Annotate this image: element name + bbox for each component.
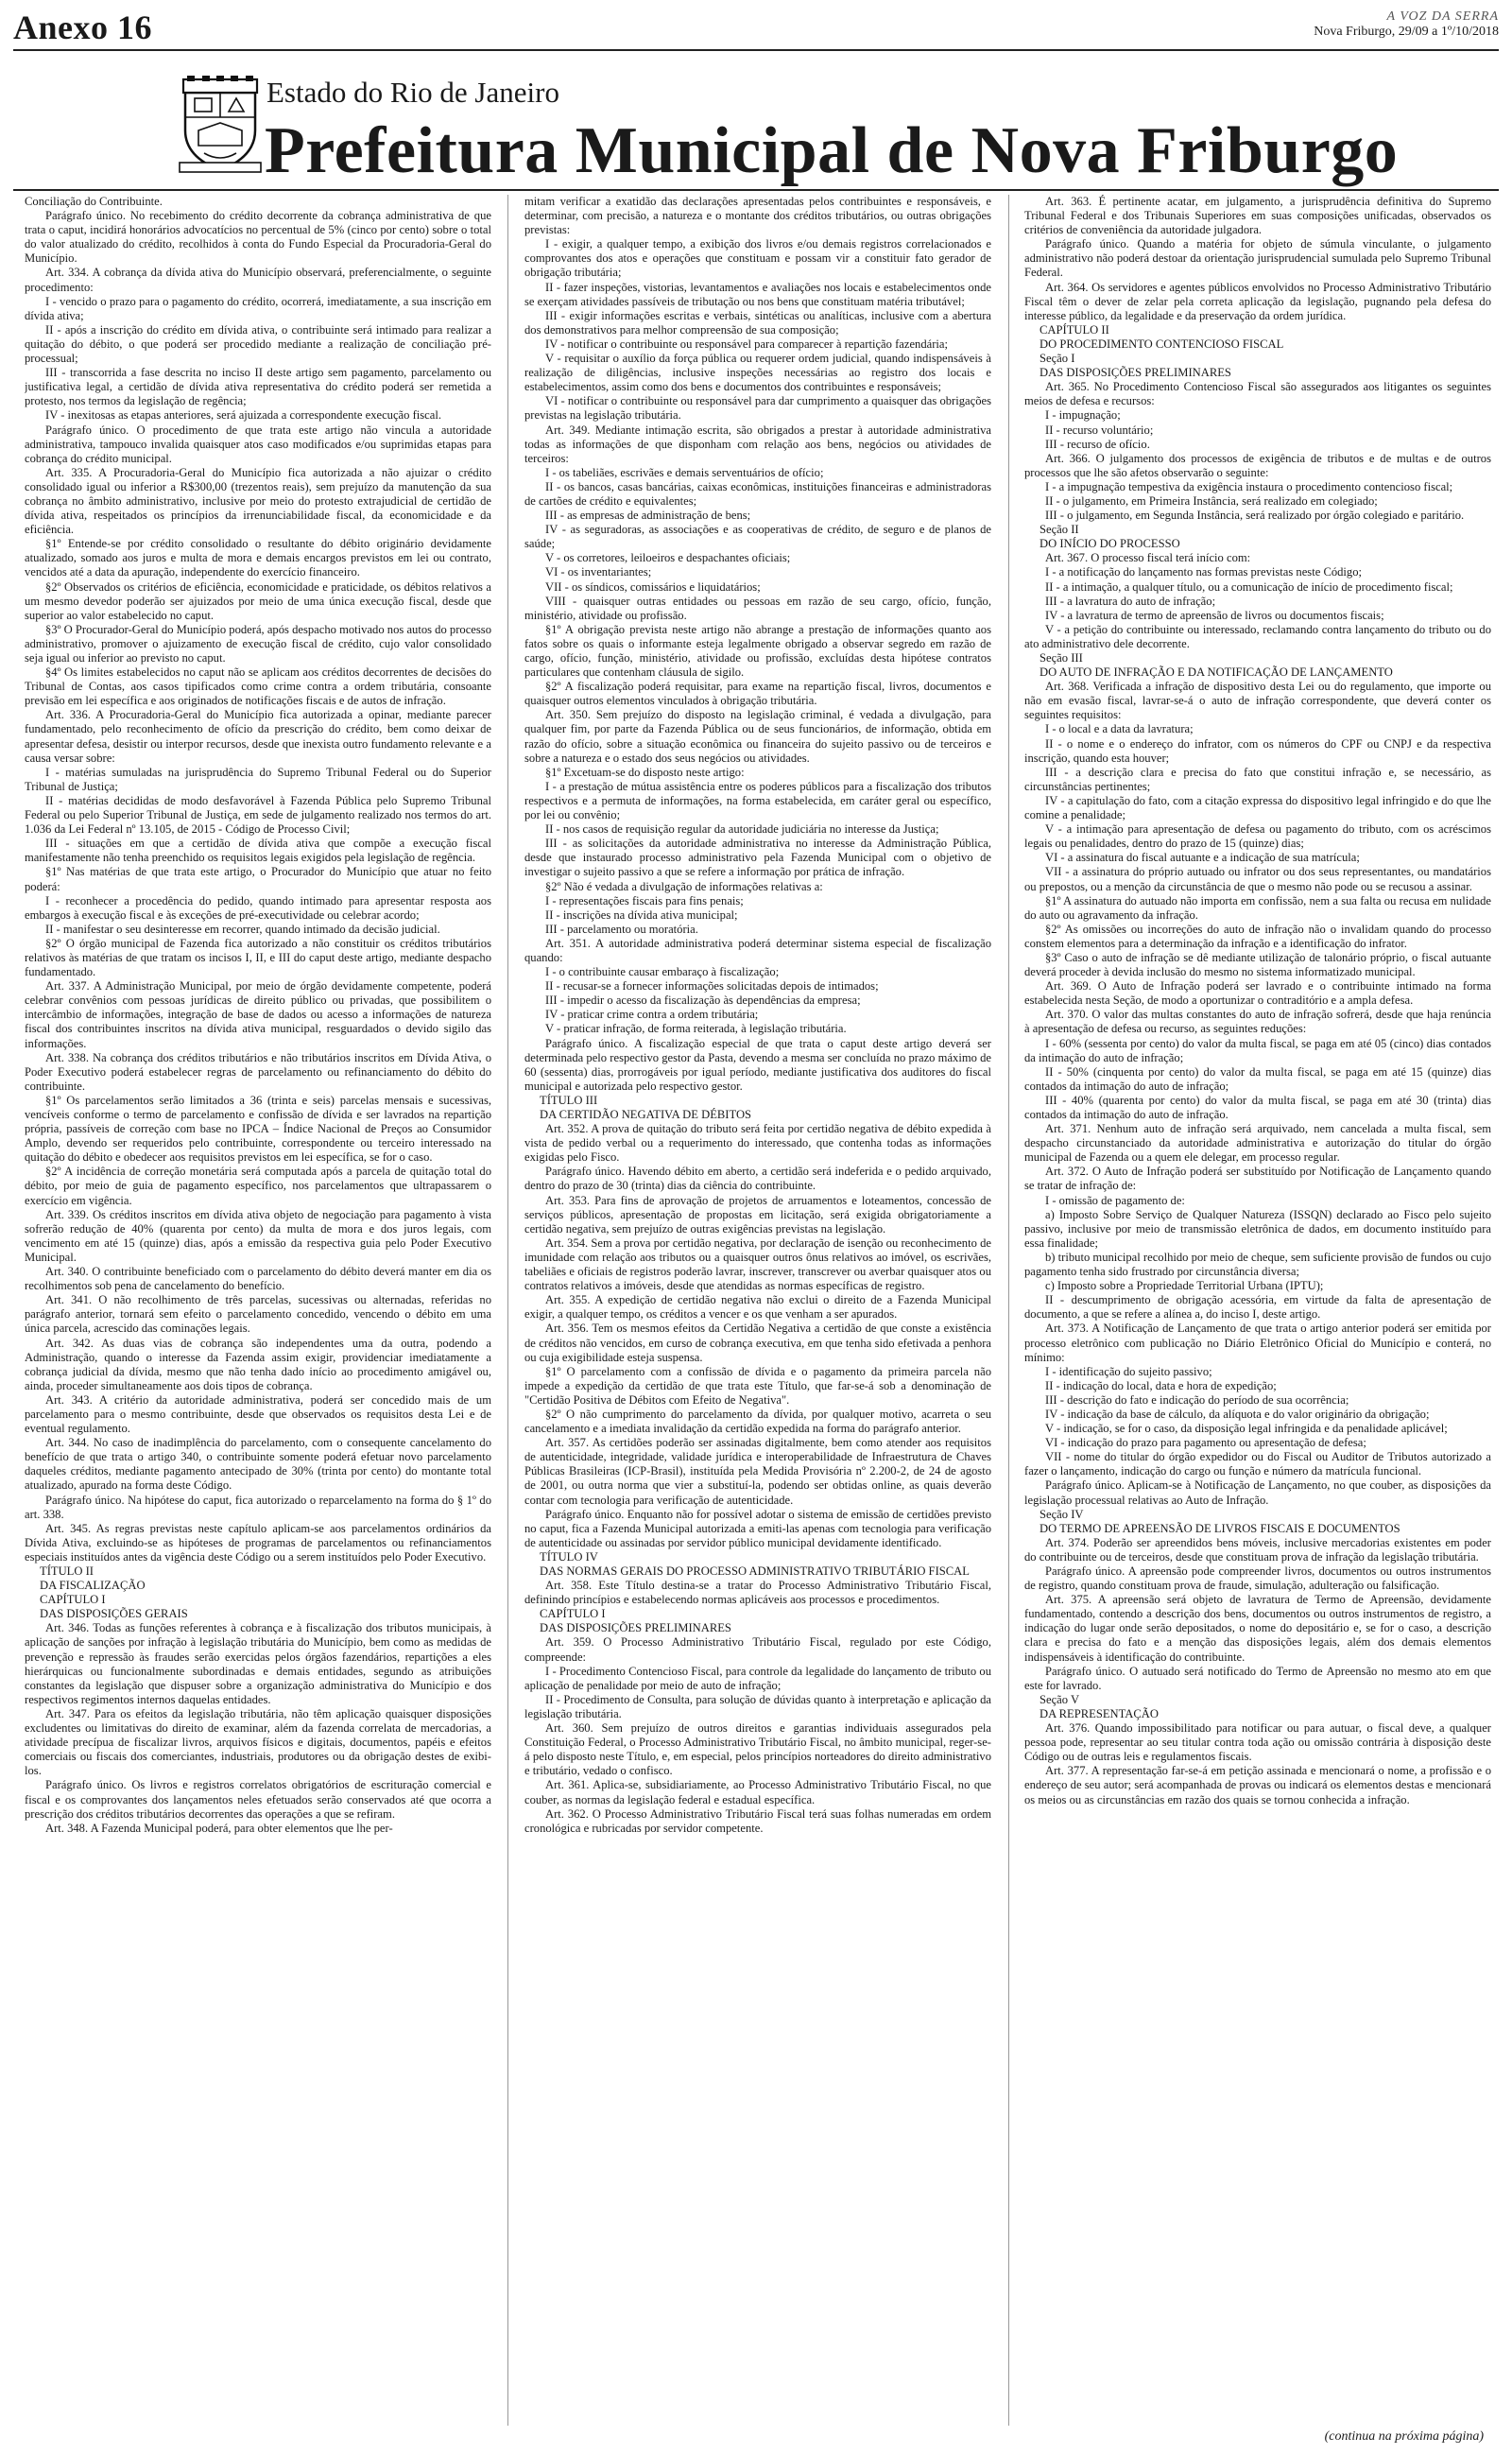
paragraph: I - matérias sumuladas na jurisprudência do Supremo Tribunal Federal ou do Superior Tribunal de Justiça; bbox=[25, 765, 491, 793]
paragraph: VII - nome do titular do órgão expedidor ou do Fiscal ou Auditor de Tributos autorizado a fazer o lançamento, indicação do cargo ou função e número da matrícula funcional. bbox=[1024, 1450, 1491, 1478]
annex-label: Anexo 16 bbox=[13, 9, 152, 46]
paragraph: I - a impugnação tempestiva da exigência instaura o procedimento contencioso fiscal; bbox=[1045, 479, 1453, 493]
paragraph: Art. 345. As regras previstas neste capítulo aplicam-se aos parcelamentos ordinários da Dívida Ativa, excluindo-se as hipóteses de programas de parcelamentos ou refinanciamentos especiais instituídos antes da vigência deste Código ou a serem instituídos pelo Poder Executivo. bbox=[25, 1521, 491, 1564]
section-heading: DA CERTIDÃO NEGATIVA DE DÉBITOS bbox=[540, 1108, 752, 1121]
paragraph: Art. 348. A Fazenda Municipal poderá, para obter elementos que lhe per- bbox=[45, 1821, 393, 1835]
paragraph: Parágrafo único. Aplicam-se à Notificação de Lançamento, no que couber, as disposições da legislação processual relativas ao Auto de Infração. bbox=[1024, 1478, 1491, 1507]
paragraph: III - a descrição clara e precisa do fato que constitui infração e, se necessário, as circunstâncias pertinentes; bbox=[1024, 765, 1491, 793]
paragraph: Conciliação do Contribuinte. bbox=[25, 195, 163, 208]
paragraph: §1º A assinatura do autuado não importa em confissão, nem a sua falta ou recusa em nulidade do auto ou agravamento da infração. bbox=[1024, 893, 1491, 922]
paragraph: VI - a assinatura do fiscal autuante e a indicação de sua matrícula; bbox=[1045, 851, 1360, 865]
paragraph: Art. 369. O Auto de Infração poderá ser lavrado e o contribuinte intimado na forma estabelecida nesta Seção, de modo a oportunizar o contraditório e a ampla defesa. bbox=[1024, 979, 1491, 1008]
paragraph: Art. 355. A expedição de certidão negativa não exclui o direito de a Fazenda Municipal exigir, a qualquer tempo, os créditos a vencer e os que venham a ser apurados. bbox=[524, 1293, 991, 1322]
paragraph: Art. 374. Poderão ser apreendidos bens móveis, inclusive mercadorias existentes em poder do contribuinte ou de terceiros, desde que constituam prova de infração da legislação tributária. bbox=[1024, 1535, 1491, 1564]
paragraph: IV - indicação da base de cálculo, da alíquota e do valor originário da obrigação; bbox=[1045, 1407, 1430, 1421]
paragraph: IV - a capitulação do fato, com a citação expressa do dispositivo legal infringido e do que lhe comine a penalidade; bbox=[1024, 793, 1491, 822]
paragraph: Art. 371. Nenhum auto de infração será arquivado, nem cancelada a multa fiscal, sem despacho circunstanciado da autoridade administrativa e autorização do titular do órgão municipal de Fazenda ou a quem ele delegar, em processo regular. bbox=[1024, 1122, 1491, 1165]
paragraph: b) tributo municipal recolhido por meio de cheque, sem suficiente provisão de fundos ou cujo pagamento tenha sido frustrado por circunstância diversa; bbox=[1024, 1250, 1491, 1279]
section-heading: DAS DISPOSIÇÕES PRELIMINARES bbox=[540, 1621, 731, 1635]
section-heading: Seção I bbox=[1040, 352, 1075, 366]
paragraph: Art. 362. O Processo Administrativo Tributário Fiscal terá suas folhas numeradas em ordem cronológica e rubricadas por servidor competente. bbox=[524, 1806, 991, 1835]
section-heading: CAPÍTULO I bbox=[40, 1593, 106, 1607]
paragraph: Art. 364. Os servidores e agentes públicos envolvidos no Processo Administrativo Tributário Fiscal têm o dever de zelar pela correta aplicação da legislação, pugnando pela defesa do interesse público, da legalidade e da preservação da ordem jurídica. bbox=[1024, 280, 1491, 322]
paragraph: Parágrafo único. Havendo débito em aberto, a certidão será indeferida e o pedido arquivado, dentro do prazo de 30 (trinta) dias da ciência do contribuinte. bbox=[524, 1165, 991, 1193]
paragraph: mitam verificar a exatidão das declarações apresentadas pelos contribuintes e responsáveis, e determinar, com precisão, a natureza e o montante dos créditos tributários, ou outras obrigações previstas: bbox=[524, 195, 991, 237]
paragraph: I - impugnação; bbox=[1045, 408, 1121, 423]
paragraph: Art. 335. A Procuradoria-Geral do Município fica autorizada a não ajuizar o crédito consolidado igual ou inferior a R$300,00 (trezentos reais), sem prejuízo da manutenção da sua cobrança no âmbito administrativo, inclusive por meio do protesto extrajudicial de certidão de dívida ativa, respeitados os princípios da irrenunciabilidade fiscal, da economicidade e da eficiência. bbox=[25, 465, 491, 537]
section-heading: TÍTULO II bbox=[40, 1564, 94, 1578]
section-heading: DA REPRESENTAÇÃO bbox=[1040, 1706, 1159, 1720]
paragraph: §3º Caso o auto de infração se dê mediante utilização de talonário próprio, o fiscal autuante deverá proceder à devida inclusão do mesmo no sistema informatizado municipal. bbox=[1024, 950, 1491, 979]
state-name: Estado do Rio de Janeiro bbox=[266, 76, 559, 109]
paragraph: Parágrafo único. No recebimento do crédito decorrente da cobrança administrativa de que trata o caput, incidirá honorários advocatícios no percentual de 5% (cinco por cento) sobre o total do valor atualizado do crédito, recolhidos à conta do Fundo Especial da Procuradoria-Geral do Município. bbox=[25, 209, 491, 266]
paragraph: Parágrafo único. O autuado será notificado do Termo de Apreensão no mesmo ato em que este for lavrado. bbox=[1024, 1664, 1491, 1692]
masthead bbox=[13, 55, 1499, 187]
paragraph: §1º Excetuam-se do disposto neste artigo: bbox=[545, 765, 745, 779]
paragraph: III - descrição do fato e indicação do período de sua ocorrência; bbox=[1045, 1392, 1349, 1407]
paragraph: III - as solicitações da autoridade administrativa no interesse da Administração Pública, desde que instaurado processo administrativo pela Fazenda Municipal com o objetivo de investigar o sujeito passivo a que se refere a informação por prática de infração. bbox=[524, 837, 991, 879]
header-rule bbox=[13, 49, 1499, 51]
paragraph: Art. 375. A apreensão será objeto de lavratura de Termo de Apreensão, devidamente fundamentado, contendo a descrição dos bens, documentos ou outros instrumentos de registro, a indicação do lugar onde serão depositados, o nome do depositário e, se for o caso, a descrição clara e precisa do fato e a menção das disposições legais, além dos demais elementos indispensáveis à identificação do contribuinte. bbox=[1024, 1593, 1491, 1664]
paragraph: V - a petição do contribuinte ou interessado, reclamando contra lançamento do tributo ou do ato administrativo dele decorrente. bbox=[1024, 622, 1491, 650]
paragraph: I - exigir, a qualquer tempo, a exibição dos livros e/ou demais registros correlacionados e comprovantes dos atos e operações que constituam e possam vir a constituir fato gerador de obrigação tributária; bbox=[524, 237, 991, 280]
paragraph: Parágrafo único. Quando a matéria for objeto de súmula vinculante, o julgamento administrativo não poderá destoar da orientação jurisprudencial sumulada pelo Supremo Tribunal Federal. bbox=[1024, 237, 1491, 280]
issue-date: Nova Friburgo, 29/09 a 1º/10/2018 bbox=[1314, 25, 1499, 39]
paragraph: Art. 346. Todas as funções referentes à cobrança e à fiscalização dos tributos municipais, à aplicação de sanções por infração à legislação tributária do Município, bem como as medidas de prevenção e repressão às fraudes serão exercidas pelos órgãos fazendários, repartições a eles hierárquicas ou funcionalmente subordinadas e demais entidades, segundo as atribuições constantes da legislação que dispuser sobre a organização administrativa do Município e dos respectivos regimentos internos daquelas entidades. bbox=[25, 1621, 491, 1706]
paragraph: IV - a lavratura de termo de apreensão de livros ou documentos fiscais; bbox=[1045, 608, 1384, 622]
paragraph: §2º As omissões ou incorreções do auto de infração não o invalidam quando do processo constem elementos para a determinação da infração e a identificação do infrator. bbox=[1024, 922, 1491, 950]
paragraph: §1º Os parcelamentos serão limitados a 36 (trinta e seis) parcelas mensais e sucessivas, vencíveis conforme o termo de parcelamento e confissão de dívida e ser lavrados na repartição própria, passíveis de correção com base no IPCA – Índice Nacional de Preços ao Consumidor Amplo, devendo ser requeridos pelo contribuinte, correspondente ou terceiro interessado na quitação do débito e obedecer aos requisitos previstos em lei específica, se for o caso. bbox=[25, 1093, 491, 1165]
paragraph: Art. 361. Aplica-se, subsidiariamente, ao Processo Administrativo Tributário Fiscal, no que couber, as normas da legislação federal e estadual específica. bbox=[524, 1778, 991, 1806]
paragraph: Art. 354. Sem a prova por certidão negativa, por declaração de isenção ou reconhecimento de imunidade com relação aos tributos ou a quaisquer outros ônus relativos ao imóvel, os escrivães, tabeliães e oficiais de registros poderão lavrar, inscrever, transcrever ou averbar quaisquer atos ou contratos relativos a imóveis, desde que atendidas as normas específicas de registro. bbox=[524, 1236, 991, 1293]
paragraph: VII - a assinatura do próprio autuado ou infrator ou dos seus representantes, ou mandatários ou prepostos, ou a menção da circunstância de que o mesmo não pode ou se recusou a assinar. bbox=[1024, 865, 1491, 893]
paragraph: III - recurso de ofício. bbox=[1045, 437, 1150, 451]
paragraph: II - indicação do local, data e hora de expedição; bbox=[1045, 1378, 1277, 1392]
newspaper-name: A VOZ DA SERRA bbox=[1386, 9, 1499, 24]
section-heading: DO TERMO DE APREENSÃO DE LIVROS FISCAIS E DOCUMENTOS bbox=[1040, 1521, 1400, 1535]
paragraph: I - omissão de pagamento de: bbox=[1045, 1193, 1185, 1207]
paragraph: §2º O órgão municipal de Fazenda fica autorizado a não constituir os créditos tributários relativos às matérias de que tratam os incisos I, II, e III do caput deste artigo, mediante despacho fundamentado. bbox=[25, 936, 491, 979]
paragraph: Art. 376. Quando impossibilitado para notificar ou para autuar, o fiscal deve, a qualquer pessoa pode, representar ao seu titular contra toda ação ou omissão contrária à disposição deste Código ou de outras leis e regulamentos fiscais. bbox=[1024, 1721, 1491, 1764]
paragraph: V - indicação, se for o caso, da disposição legal infringida e da penalidade aplicável; bbox=[1045, 1422, 1448, 1436]
column-divider bbox=[1008, 195, 1009, 2426]
section-heading: DA FISCALIZAÇÃO bbox=[40, 1579, 146, 1593]
paragraph: I - o contribuinte causar embaraço à fiscalização; bbox=[545, 965, 780, 979]
paragraph: §2º Observados os critérios de eficiência, economicidade e praticidade, os débitos relativos a um mesmo devedor poderão ser ajuizados por meio de uma única execução fiscal, desde que superior ao valor estabelecido no caput. bbox=[25, 579, 491, 622]
paragraph: Art. 343. A critério da autoridade administrativa, poderá ser concedido mais de um parcelamento para o mesmo contribuinte, desde que observados os requisitos desta Lei e de eventual regulamento. bbox=[25, 1392, 491, 1436]
paragraph: I - vencido o prazo para o pagamento do crédito, ocorrerá, imediatamente, a sua inscrição em dívida ativa; bbox=[25, 294, 491, 322]
paragraph: Art. 357. As certidões poderão ser assinadas digitalmente, bem como atender aos requisitos de autenticidade, integridade, validade jurídica e interoperabilidade de Infraestrutura de Chaves Públicas Brasileiras (ICP-Brasil), instituída pela Medida Provisória nº 2.200-2, de 24 de agosto de 2001, ou outra norma que vier a substituí-la, podendo ser obtidas online, as quais deverão contar com tecnologia para verificação de autenticidade. bbox=[524, 1436, 991, 1507]
section-heading: DO INÍCIO DO PROCESSO bbox=[1040, 537, 1180, 551]
paragraph: Art. 372. O Auto de Infração poderá ser substituído por Notificação de Lançamento quando se tratar de infração de: bbox=[1024, 1165, 1491, 1193]
paragraph: Art. 363. É pertinente acatar, em julgamento, a jurisprudência definitiva do Supremo Tribunal Federal e dos Tribunais Superiores em suas composições unificadas, observados os critérios de conveniência da autoridade julgadora. bbox=[1024, 195, 1491, 237]
paragraph: Art. 339. Os créditos inscritos em dívida ativa objeto de negociação para pagamento à vista sofrerão redução de 40% (quarenta por cento) da multa de mora e dos juros legais, com vencimento em até 15 (quinze) dias, após a emissão da respectiva guia pelo Poder Executivo Municipal. bbox=[25, 1207, 491, 1264]
paragraph: I - reconhecer a procedência do pedido, quando intimado para apresentar resposta aos embargos à execução fiscal e às exceções de pré-executividade ou celebrar acordo; bbox=[25, 893, 491, 922]
paragraph: II - fazer inspeções, vistorias, levantamentos e avaliações nos locais e estabelecimentos onde se exerçam atividades passíveis de tributação ou nos bens que constituam matéria tributável; bbox=[524, 280, 991, 308]
section-heading: TÍTULO III bbox=[540, 1093, 598, 1107]
paragraph: VI - notificar o contribuinte ou responsável para dar cumprimento a quaisquer das obrigações previstas na legislação tributária. bbox=[524, 394, 991, 423]
paragraph: §2º A fiscalização poderá requisitar, para exame na repartição fiscal, livros, documentos e quaisquer outros elementos vinculados à obrigação tributária. bbox=[524, 680, 991, 708]
paragraph: II - o nome e o endereço do infrator, com os números do CPF ou CNPJ e da respectiva inscrição, quando esta houver; bbox=[1024, 736, 1491, 765]
paragraph: Art. 356. Tem os mesmos efeitos da Certidão Negativa a certidão de que conste a existência de créditos não vencidos, em curso de cobrança executiva, em que tenha sido efetivada a penhora ou cuja exigibilidade esteja suspensa. bbox=[524, 1322, 991, 1364]
paragraph: §4º Os limites estabelecidos no caput não se aplicam aos créditos decorrentes de decisões do Tribunal de Contas, aos casos tipificados como crime contra a ordem tributária, consoante previsão em lei específica e aos originados de notificações fiscais e de autos de infração. bbox=[25, 665, 491, 708]
paragraph: III - 40% (quarenta por cento) do valor da multa fiscal, se paga em até 30 (trinta) dias contados da intimação do auto de infração. bbox=[1024, 1093, 1491, 1121]
paragraph: §3º O Procurador-Geral do Município poderá, após despacho motivado nos autos do processo administrativo, promover o ajuizamento de execução fiscal de crédito, cujo valor consolidado seja igual ou inferior ao previsto no caput. bbox=[25, 622, 491, 665]
paragraph: III - impedir o acesso da fiscalização às dependências da empresa; bbox=[545, 994, 861, 1008]
paragraph: IV - praticar crime contra a ordem tributária; bbox=[545, 1008, 759, 1022]
paragraph: III - parcelamento ou moratória. bbox=[545, 922, 698, 936]
paragraph: II - a intimação, a qualquer título, ou a comunicação de início de procedimento fiscal; bbox=[1045, 579, 1453, 594]
paragraph: Art. 368. Verificada a infração de dispositivo desta Lei ou do regulamento, que importe ou não em evasão fiscal, lavrar-se-á o auto de infração correspondente, que deverá conter os seguintes requisitos: bbox=[1024, 680, 1491, 722]
paragraph: II - inscrições na dívida ativa municipal; bbox=[545, 907, 738, 922]
paragraph: II - manifestar o seu desinteresse em recorrer, quando intimado da decisão judicial. bbox=[45, 922, 440, 936]
paragraph: Art. 334. A cobrança da dívida ativa do Município observará, preferencialmente, o seguinte procedimento: bbox=[25, 266, 491, 294]
paragraph: IV - inexitosas as etapas anteriores, será ajuizada a correspondente execução fiscal. bbox=[45, 408, 442, 423]
paragraph: II - Procedimento de Consulta, para solução de dúvidas quanto à interpretação e aplicação da legislação tributária. bbox=[524, 1692, 991, 1720]
paragraph: VII - os síndicos, comissários e liquidatários; bbox=[545, 579, 761, 594]
paragraph: Parágrafo único. Os livros e registros correlatos obrigatórios de escrituração comercial e fiscal e os comprovantes dos lançamentos neles efetuados serão conservados até que ocorra a prescrição dos créditos tributários decorrentes das operações a que se refiram. bbox=[25, 1778, 491, 1821]
paragraph: II - o julgamento, em Primeira Instância, será realizado em colegiado; bbox=[1045, 493, 1378, 508]
paragraph: §2º O não cumprimento do parcelamento da dívida, por qualquer motivo, acarreta o seu cancelamento e a imediata invalidação da certidão expedida na forma do parágrafo anterior. bbox=[524, 1407, 991, 1436]
paragraph: IV - as seguradoras, as associações e as cooperativas de crédito, de seguro e de planos de saúde; bbox=[524, 523, 991, 551]
text-column-2 bbox=[524, 195, 991, 2426]
paragraph: Parágrafo único. A apreensão pode compreender livros, documentos ou outros instrumentos de registro, quando constituam prova de fraude, simulação, adulteração ou falsificação. bbox=[1024, 1564, 1491, 1593]
paragraph: Art. 366. O julgamento dos processos de exigência de tributos e de multas e de outros processos que lhe são afetos observarão o seguinte: bbox=[1024, 451, 1491, 479]
paragraph: Art. 377. A representação far-se-á em petição assinada e mencionará o nome, a profissão e o endereço de seu autor; será acompanhada de provas ou indicará os elementos destas e mencionará os meios ou as circunstâncias em razão dos quais se tornou conhecida a infração. bbox=[1024, 1764, 1491, 1806]
masthead-rule bbox=[13, 189, 1499, 191]
section-heading: Seção II bbox=[1040, 523, 1079, 537]
section-heading: DAS DISPOSIÇÕES PRELIMINARES bbox=[1040, 366, 1231, 380]
paragraph: Art. 350. Sem prejuízo do disposto na legislação criminal, é vedada a divulgação, para qualquer fim, por parte da Fazenda Pública ou de seus funcionários, de informação, obtida em razão do ofício, sobre a situação econômica ou financeira do sujeito passivo ou de terceiros e sobre a natureza e o estado dos seus negócios ou atividades. bbox=[524, 708, 991, 765]
paragraph: §1º Nas matérias de que trata este artigo, o Procurador do Município que atuar no feito poderá: bbox=[25, 865, 491, 893]
paragraph: I - a prestação de mútua assistência entre os poderes públicos para a fiscalização dos tributos respectivos e a permuta de informações, na forma estabelecida, em caráter geral ou específico, por lei ou convênio; bbox=[524, 779, 991, 822]
paragraph: Art. 351. A autoridade administrativa poderá determinar sistema especial de fiscalização quando: bbox=[524, 936, 991, 964]
paragraph: Art. 360. Sem prejuízo de outros direitos e garantias individuais assegurados pela Constituição Federal, o Processo Administrativo Tributário Fiscal, no âmbito municipal, reger-se-á pelo disposto neste Título, e, em especial, pelos princípios norteadores do direito administrativo e tributário, vedado o confisco. bbox=[524, 1721, 991, 1778]
paragraph: I - representações fiscais para fins penais; bbox=[545, 893, 744, 907]
paragraph: Art. 365. No Procedimento Contencioso Fiscal são assegurados aos litigantes os seguintes meios de defesa e recursos: bbox=[1024, 380, 1491, 408]
continuation-note: (continua na próxima página) bbox=[1324, 2429, 1484, 2444]
paragraph: Art. 352. A prova de quitação do tributo será feita por certidão negativa de débito expedida à vista de pedido verbal ou a requerimento do interessado, que contenha todas as informações exigidas pelo Fisco. bbox=[524, 1122, 991, 1165]
paragraph: Art. 336. A Procuradoria-Geral do Município fica autorizada a opinar, mediante parecer fundamentado, pelo reconhecimento de ofício da prescrição do crédito, bem como deixar de apresentar defesa, desistir ou interpor recursos, desde que inexista outro fundamento relevante e a causa versar sobre: bbox=[25, 708, 491, 765]
paragraph: III - situações em que a certidão de dívida ativa que compõe a execução fiscal manifestamente não tenha preenchido os requisitos legais exigidos pela legislação de regência. bbox=[25, 837, 491, 865]
section-heading: TÍTULO IV bbox=[540, 1549, 598, 1564]
section-heading: Seção IV bbox=[1040, 1507, 1084, 1521]
paragraph: II - matérias decididas de modo desfavorável à Fazenda Pública pelo Supremo Tribunal Federal ou pelo Superior Tribunal de Justiça, em sede de julgamento realizado nos termos do art. 1.036 da Lei Federal nº 13.105, de 2015 - Código de Processo Civil; bbox=[25, 793, 491, 837]
paragraph: VIII - quaisquer outras entidades ou pessoas em razão de seu cargo, ofício, função, ministério, atividade ou profissão. bbox=[524, 594, 991, 622]
paragraph: III - a lavratura do auto de infração; bbox=[1045, 594, 1216, 608]
paragraph: III - exigir informações escritas e verbais, sintéticas ou analíticas, inclusive com a abertura dos demonstrativos para melhor compreensão de sua composição; bbox=[524, 308, 991, 337]
text-column-1 bbox=[25, 195, 491, 2426]
paragraph: Art. 337. A Administração Municipal, por meio de órgão devidamente competente, poderá celebrar convênios com pessoas jurídicas de direito público ou privadas, que possibilitem o intercâmbio de informações, integração de base de dados ou acesso a informações de natureza fiscal dos contribuintes inscritos na dívida ativa municipal, resguardados o devido sigilo das informações. bbox=[25, 979, 491, 1050]
paragraph: Parágrafo único. Na hipótese do caput, fica autorizado o reparcelamento na forma do § 1º do art. 338. bbox=[25, 1493, 491, 1521]
section-heading: DO AUTO DE INFRAÇÃO E DA NOTIFICAÇÃO DE LANÇAMENTO bbox=[1040, 665, 1393, 680]
paragraph: VI - os inventariantes; bbox=[545, 565, 652, 579]
paragraph: Art. 344. No caso de inadimplência do parcelamento, com o consequente cancelamento do benefício de que trata o artigo 340, o contribuinte somente poderá efetuar novo parcelamento daqueles créditos, mediante pagamento antecipado de 30% (trinta por cento) do montante total atualizado, apurado na forma deste Código. bbox=[25, 1436, 491, 1493]
paragraph: VI - indicação do prazo para pagamento ou apresentação de defesa; bbox=[1045, 1436, 1366, 1450]
paragraph: §1º A obrigação prevista neste artigo não abrange a prestação de informações quanto aos fatos sobre os quais o informante esteja legalmente obrigado a observar segredo em razão de cargo, ofício, função, ministério, atividade ou profissão, excluídas desta hipótese contratos particulares que contenham cláusula de sigilo. bbox=[524, 622, 991, 680]
paragraph: III - o julgamento, em Segunda Instância, será realizado por órgão colegiado e paritário. bbox=[1045, 509, 1465, 523]
paragraph: c) Imposto sobre a Propriedade Territorial Urbana (IPTU); bbox=[1045, 1279, 1324, 1293]
paragraph: V - a intimação para apresentação de defesa ou pagamento do tributo, com os acréscimos legais ou penalidades, dentro do prazo de 15 (quinze) dias; bbox=[1024, 822, 1491, 851]
paragraph: Art. 349. Mediante intimação escrita, são obrigados a prestar à autoridade administrativa todas as informações de que disponham com relação aos bens, negócios ou atividades de terceiros: bbox=[524, 423, 991, 465]
municipal-coat-of-arms-icon bbox=[178, 76, 263, 174]
paragraph: II - descumprimento de obrigação acessória, em virtude da falta de apresentação de documento, a que se refere a alínea a, do inciso I, deste artigo. bbox=[1024, 1293, 1491, 1322]
paragraph: IV - notificar o contribuinte ou responsável para comparecer à repartição fazendária; bbox=[545, 337, 948, 351]
paragraph: a) Imposto Sobre Serviço de Qualquer Natureza (ISSQN) declarado ao Fisco pelo sujeito passivo, inclusive por meio de transmissão eletrônica de dados, em documento instituído para essa finalidade; bbox=[1024, 1207, 1491, 1250]
paragraph: II - os bancos, casas bancárias, caixas econômicas, instituições financeiras e administradoras de cartões de crédito e equivalentes; bbox=[524, 479, 991, 508]
paragraph: V - os corretores, leiloeiros e despachantes oficiais; bbox=[545, 551, 791, 565]
paragraph: Art. 359. O Processo Administrativo Tributário Fiscal, regulado por este Código, compreende: bbox=[524, 1635, 991, 1664]
paragraph: III - as empresas de administração de bens; bbox=[545, 509, 751, 523]
paragraph: Parágrafo único. Enquanto não for possível adotar o sistema de emissão de certidões previsto no caput, fica a Fazenda Municipal autorizada a emiti-las apenas com tecnologia para verificação de autenticidade ou assinadas por servidor público municipal devidamente identificado. bbox=[524, 1507, 991, 1549]
paragraph: I - a notificação do lançamento nas formas previstas neste Código; bbox=[1045, 565, 1363, 579]
section-heading: Seção III bbox=[1040, 651, 1083, 665]
paragraph: II - após a inscrição do crédito em dívida ativa, o contribuinte será intimado para realizar a quitação do débito, o que poderá ser procedido mediante a realização de conciliação pré-processual; bbox=[25, 322, 491, 366]
paragraph: II - 50% (cinquenta por cento) do valor da multa fiscal, se paga em até 15 (quinze) dias contados da intimação do auto de infração; bbox=[1024, 1064, 1491, 1093]
paragraph: §1º Entende-se por crédito consolidado o resultante do débito originário devidamente atualizado, somado aos juros e multa de mora e demais encargos previstos em lei ou contrato, vencidos até a data da apuração, independente do exercício financeiro. bbox=[25, 537, 491, 579]
paragraph: Art. 341. O não recolhimento de três parcelas, sucessivas ou alternadas, referidas no parágrafo anterior, tornará sem efeito o parcelamento concedido, vencendo o débito em uma única parcela, acrescido das cominações legais. bbox=[25, 1293, 491, 1336]
page-header bbox=[13, 6, 1499, 47]
section-heading: DAS NORMAS GERAIS DO PROCESSO ADMINISTRATIVO TRIBUTÁRIO FISCAL bbox=[540, 1564, 970, 1578]
paragraph: §2º Não é vedada a divulgação de informações relativas a: bbox=[545, 879, 823, 893]
article-body bbox=[25, 195, 1491, 2426]
paragraph: Parágrafo único. O procedimento de que trata este artigo não vincula a autoridade administrativa, tampouco invalida quaisquer atos caso modificados e/ou suprimidas etapas para cobrança do crédito municipal. bbox=[25, 423, 491, 465]
paragraph: V - requisitar o auxílio da força pública ou requerer ordem judicial, quando indispensáveis à realização de diligências, inclusive inspeções necessárias ao registro dos locais e estabelecimentos, assim como dos bens e documentos dos contribuintes e responsáveis; bbox=[524, 352, 991, 394]
paragraph: I - 60% (sessenta por cento) do valor da multa fiscal, se paga em até 05 (cinco) dias contados da intimação do auto de infração; bbox=[1024, 1036, 1491, 1064]
paragraph: Art. 367. O processo fiscal terá início com: bbox=[1045, 551, 1251, 565]
paragraph: §2º A incidência de correção monetária será computada após a parcela de quitação total do débito, por meio de guia de pagamento específico, nos parcelamentos que ultrapassarem o exercício em vigência. bbox=[25, 1165, 491, 1207]
paragraph: V - praticar infração, de forma reiterada, à legislação tributária. bbox=[545, 1022, 847, 1036]
publication-info bbox=[1314, 9, 1499, 40]
paragraph: I - Procedimento Contencioso Fiscal, para controle da legalidade do lançamento de tributo ou aplicação de penalidade por meio de auto de infração; bbox=[524, 1664, 991, 1692]
paragraph: Art. 353. Para fins de aprovação de projetos de arruamentos e loteamentos, concessão de serviços públicos, apresentação de propostas em licitação, será exigida obrigatoriamente a certidão negativa, sem prejuízo de outras exigências previstas na legislação. bbox=[524, 1193, 991, 1236]
paragraph: I - o local e a data da lavratura; bbox=[1045, 722, 1194, 736]
paragraph: Art. 347. Para os efeitos da legislação tributária, não têm aplicação quaisquer disposições excludentes ou limitativas do direito de examinar, além da fazenda correlata de mercadorias, a atividade precípua de fiscalizar livros, arquivos físicos e digitais, documentos, papéis e efeitos comerciais ou fiscais dos comerciantes, industriais, produtores ou da obrigação destes de exibi-los. bbox=[25, 1706, 491, 1778]
paragraph: Art. 340. O contribuinte beneficiado com o parcelamento do débito deverá manter em dia os recolhimentos sob pena de cancelamento do benefício. bbox=[25, 1265, 491, 1293]
paragraph: I - identificação do sujeito passivo; bbox=[1045, 1364, 1212, 1378]
paragraph: III - transcorrida a fase descrita no inciso II deste artigo sem pagamento, parcelamento ou justificativa legal, a certidão de dívida ativa representativa do crédito poderá ser remetida a protesto, nos termos da legislação de regência; bbox=[25, 366, 491, 408]
paragraph: Art. 373. A Notificação de Lançamento de que trata o artigo anterior poderá ser emitida por processo eletrônico com publicação no Diário Eletrônico Oficial do Município e conterá, no mínimo: bbox=[1024, 1322, 1491, 1364]
paragraph: Art. 342. As duas vias de cobrança são independentes uma da outra, podendo a Administração, quando o interesse da Fazenda assim exigir, providenciar imediatamente a cobrança judicial da dívida, mesmo que não tenha dado início ao procedimento amigável ou, ainda, proceder simultaneamente aos dois tipos de cobrança. bbox=[25, 1336, 491, 1392]
paragraph: Parágrafo único. A fiscalização especial de que trata o caput deste artigo deverá ser determinada pelo respectivo gestor da Pasta, devendo a mesma ser concluída no prazo máximo de 60 (sessenta) dias, prorrogáveis por igual período, mediante justificativa dos auditores do fiscal municipal e autorizada pelo respectivo gestor. bbox=[524, 1036, 991, 1093]
paragraph: II - recurso voluntário; bbox=[1045, 423, 1154, 437]
paragraph: §1º O parcelamento com a confissão de dívida e o pagamento da primeira parcela não impede a expedição da certidão de que trata este Título, que far-se-á sob a denominação de "Certidão Positiva de Débitos com Efeito de Negativa". bbox=[524, 1364, 991, 1407]
section-heading: CAPÍTULO II bbox=[1040, 322, 1109, 337]
paragraph: Art. 358. Este Título destina-se a tratar do Processo Administrativo Tributário Fiscal, definindo princípios e estabelecendo normas aplicáveis aos processos e procedimentos. bbox=[524, 1579, 991, 1607]
section-heading: Seção V bbox=[1040, 1692, 1080, 1706]
section-heading: DAS DISPOSIÇÕES GERAIS bbox=[40, 1607, 188, 1621]
text-column-3 bbox=[1024, 195, 1491, 2426]
paragraph: Art. 370. O valor das multas constantes do auto de infração sofrerá, desde que haja renúncia à apresentação de defesa ou recurso, as seguintes reduções: bbox=[1024, 1008, 1491, 1036]
section-heading: DO PROCEDIMENTO CONTENCIOSO FISCAL bbox=[1040, 337, 1284, 351]
page-title: Prefeitura Municipal de Nova Friburgo bbox=[265, 114, 1399, 187]
section-heading: CAPÍTULO I bbox=[540, 1607, 606, 1621]
paragraph: Art. 338. Na cobrança dos créditos tributários e não tributários inscritos em Dívida Ativa, o Poder Executivo poderá estabelecer regras de parcelamento ou refinanciamento do débito do contribuinte. bbox=[25, 1050, 491, 1093]
column-divider bbox=[507, 195, 508, 2426]
paragraph: II - nos casos de requisição regular da autoridade judiciária no interesse da Justiça; bbox=[545, 822, 939, 837]
paragraph: I - os tabeliães, escrivães e demais serventuários de ofício; bbox=[545, 465, 824, 479]
paragraph: II - recusar-se a fornecer informações solicitadas depois de intimados; bbox=[545, 979, 879, 994]
